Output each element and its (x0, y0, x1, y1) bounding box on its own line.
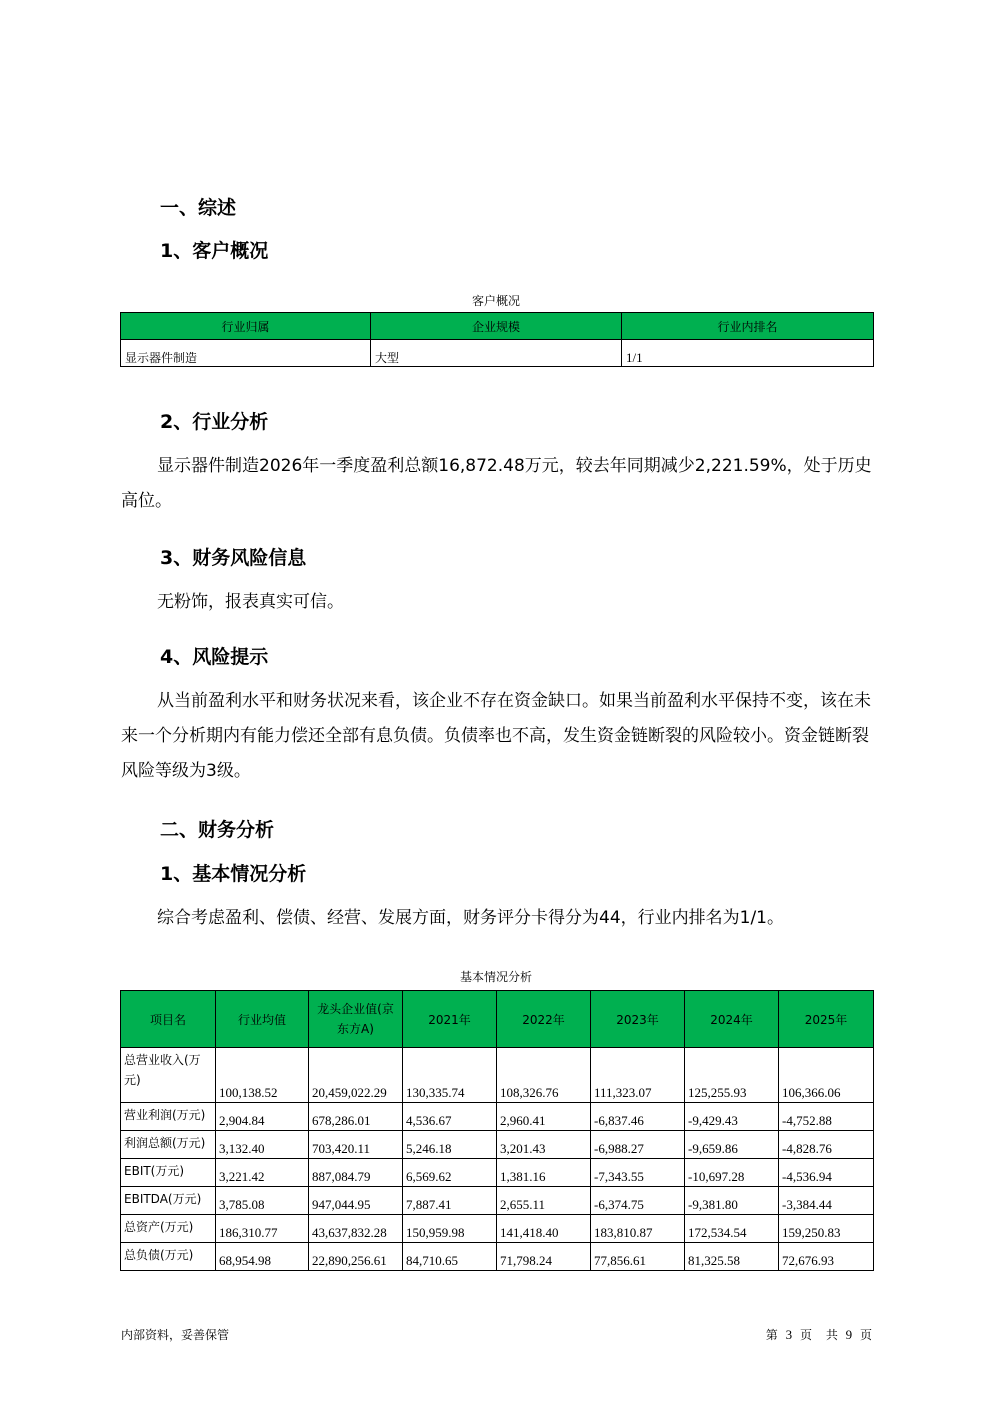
value-cell: 2,904.84 (216, 1103, 309, 1131)
value-cell: -9,659.86 (685, 1131, 779, 1159)
total-unit: 页 (859, 1328, 872, 1342)
header-cell: 企业规模 (371, 313, 622, 340)
table-row (121, 340, 874, 367)
value-cell: 3,132.40 (216, 1131, 309, 1159)
value-cell: -9,429.43 (685, 1103, 779, 1131)
table-header-row (121, 313, 874, 340)
table-row (121, 1243, 874, 1271)
header-cell: 2022年 (497, 991, 591, 1048)
value-cell: 100,138.52 (216, 1048, 309, 1103)
header-cell: 2021年 (403, 991, 497, 1048)
value-cell: 81,325.58 (685, 1243, 779, 1271)
subsection-financial-risk-info: 3、财务风险信息 (160, 547, 307, 569)
scale-cell: 大型 (371, 340, 622, 367)
rank-cell: 1/1 (622, 340, 874, 367)
subsection-risk-tip: 4、风险提示 (160, 646, 269, 668)
value-cell: 72,676.93 (779, 1243, 874, 1271)
footer-note: 内部资料，妥善保管 (121, 1328, 230, 1342)
table-caption-customer: 客户概况 (471, 294, 520, 308)
table-row (121, 1187, 874, 1215)
industry-analysis-text: 显示器件制造2026年一季度盈利总额16,872.48万元，较去年同期减少2,221.59%，处于历史高位。 (121, 456, 872, 511)
header-cell: 项目名 (121, 991, 216, 1048)
subsection-basic-analysis: 1、基本情况分析 (160, 863, 307, 885)
value-cell: -7,343.55 (591, 1159, 685, 1187)
header-cell: 2024年 (685, 991, 779, 1048)
value-cell: 703,420.11 (309, 1131, 403, 1159)
value-cell: 186,310.77 (216, 1215, 309, 1243)
value-cell: 947,044.95 (309, 1187, 403, 1215)
value-cell: 130,335.74 (403, 1048, 497, 1103)
value-cell: 125,255.93 (685, 1048, 779, 1103)
value-cell: 172,534.54 (685, 1215, 779, 1243)
table-header-row (121, 991, 874, 1048)
total-label: 共 (825, 1328, 838, 1342)
value-cell: 20,459,022.29 (309, 1048, 403, 1103)
value-cell: 6,569.62 (403, 1159, 497, 1187)
value-cell: -4,536.94 (779, 1159, 874, 1187)
value-cell: 71,798.24 (497, 1243, 591, 1271)
header-cell: 2025年 (779, 991, 874, 1048)
value-cell: 108,326.76 (497, 1048, 591, 1103)
section-2-title: 二、财务分析 (160, 819, 275, 841)
header-cell: 行业内排名 (622, 313, 874, 340)
row-label-cell: 总营业收入(万元) (121, 1048, 216, 1103)
table-row (121, 1048, 874, 1103)
value-cell: 887,084.79 (309, 1159, 403, 1187)
row-label-cell: 营业利润(万元) (121, 1103, 216, 1131)
table-row (121, 1131, 874, 1159)
industry-cell: 显示器件制造 (121, 340, 371, 367)
value-cell: 77,856.61 (591, 1243, 685, 1271)
table-caption-basic: 基本情况分析 (459, 970, 532, 984)
header-cell: 行业均值 (216, 991, 309, 1048)
page-total: 9 (845, 1327, 853, 1342)
table-row (121, 1159, 874, 1187)
row-label-cell: EBIT(万元) (121, 1159, 216, 1187)
value-cell: 141,418.40 (497, 1215, 591, 1243)
risk-tip-text: 从当前盈利水平和财务状况来看，该企业不存在资金缺口。如果当前盈利水平保持不变，该在未来一个分析期内有能力偿还全部有息负债。负债率也不高，发生资金链断裂的风险较小。资金链断裂风险等级为3级。 (121, 691, 871, 781)
value-cell: 4,536.67 (403, 1103, 497, 1131)
value-cell: -6,374.75 (591, 1187, 685, 1215)
page-label: 第 (765, 1328, 778, 1342)
value-cell: 68,954.98 (216, 1243, 309, 1271)
table-row (121, 1103, 874, 1131)
row-label-cell: 利润总额(万元) (121, 1131, 216, 1159)
value-cell: 43,637,832.28 (309, 1215, 403, 1243)
value-cell: 678,286.01 (309, 1103, 403, 1131)
value-cell: -4,752.88 (779, 1103, 874, 1131)
page-number (766, 1326, 872, 1343)
subsection-industry-analysis: 2、行业分析 (160, 411, 269, 433)
value-cell: 106,366.06 (779, 1048, 874, 1103)
header-cell: 龙头企业值(京东方A) (309, 991, 403, 1048)
score-summary-text: 综合考虑盈利、偿债、经营、发展方面，财务评分卡得分为44，行业内排名为1/1。 (157, 908, 784, 928)
value-cell: 3,221.42 (216, 1159, 309, 1187)
value-cell: -6,837.46 (591, 1103, 685, 1131)
value-cell: -10,697.28 (685, 1159, 779, 1187)
value-cell: 5,246.18 (403, 1131, 497, 1159)
value-cell: -4,828.76 (779, 1131, 874, 1159)
value-cell: 1,381.16 (497, 1159, 591, 1187)
customer-overview-table (120, 312, 874, 367)
value-cell: 159,250.83 (779, 1215, 874, 1243)
row-label-cell: EBITDA(万元) (121, 1187, 216, 1215)
page-current: 3 (785, 1327, 793, 1342)
value-cell: 3,785.08 (216, 1187, 309, 1215)
subsection-customer-overview: 1、客户概况 (160, 240, 269, 262)
financial-risk-info-text: 无粉饰，报表真实可信。 (157, 592, 344, 612)
value-cell: 3,201.43 (497, 1131, 591, 1159)
basic-analysis-table (120, 990, 874, 1271)
value-cell: 150,959.98 (403, 1215, 497, 1243)
page-unit: 页 (799, 1328, 812, 1342)
section-1-title: 一、综述 (160, 197, 237, 219)
value-cell: -3,384.44 (779, 1187, 874, 1215)
value-cell: 111,323.07 (591, 1048, 685, 1103)
value-cell: -9,381.80 (685, 1187, 779, 1215)
value-cell: -6,988.27 (591, 1131, 685, 1159)
header-cell: 2023年 (591, 991, 685, 1048)
value-cell: 84,710.65 (403, 1243, 497, 1271)
table-row (121, 1215, 874, 1243)
value-cell: 7,887.41 (403, 1187, 497, 1215)
value-cell: 22,890,256.61 (309, 1243, 403, 1271)
row-label-cell: 总资产(万元) (121, 1215, 216, 1243)
value-cell: 2,960.41 (497, 1103, 591, 1131)
table-body (121, 1048, 874, 1271)
header-cell: 行业归属 (121, 313, 371, 340)
row-label-cell: 总负债(万元) (121, 1243, 216, 1271)
value-cell: 183,810.87 (591, 1215, 685, 1243)
value-cell: 2,655.11 (497, 1187, 591, 1215)
